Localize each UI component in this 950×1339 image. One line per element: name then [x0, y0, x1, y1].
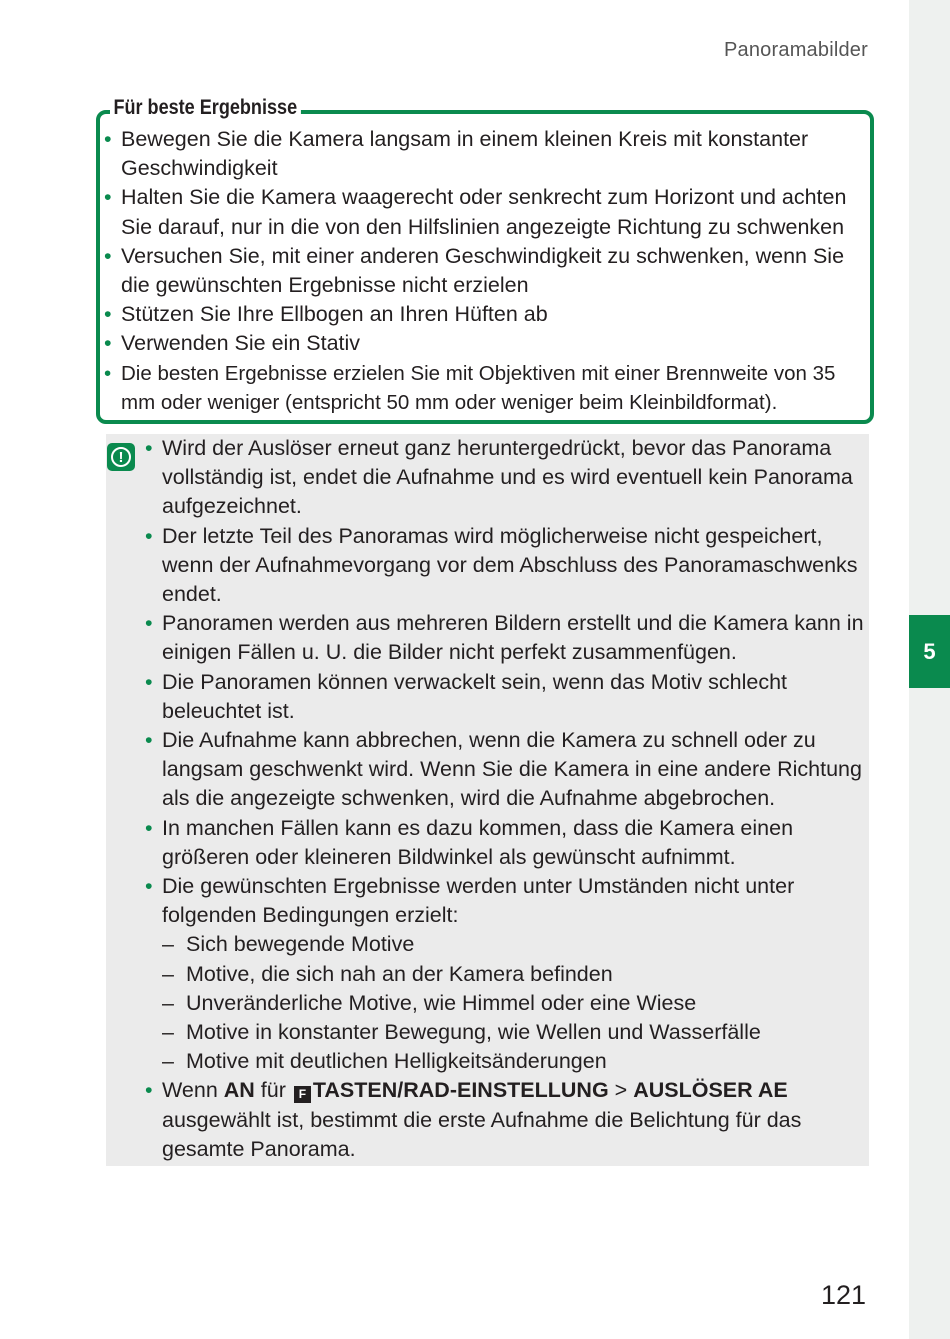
running-head: Panoramabilder [724, 39, 868, 61]
menu-separator: > [608, 1078, 634, 1103]
tip-item: • Bewegen Sie die Kamera langsam in einem kleinen Kreis mit konstanter Geschwindigkeit [104, 125, 864, 183]
condition-item: – Sich bewegende Motive [162, 930, 867, 959]
note-item: • Der letzte Teil des Panoramas wird möglicherweise nicht gespeichert, wenn der Aufnahmevorgang vor dem Abschluss des Panoramaschwenks endet. [145, 522, 867, 610]
note-item: • In manchen Fällen kann es dazu kommen, dass die Kamera einen größeren oder kleineren Bildwinkel als gewünscht aufnimmt. [145, 814, 867, 872]
chapter-tab [909, 615, 950, 688]
tip-item: • Stützen Sie Ihre Ellbogen an Ihren Hüften ab [104, 300, 864, 329]
condition-item: – Motive mit deutlichen Helligkeitsänderungen [162, 1047, 867, 1076]
condition-item: – Unveränderliche Motive, wie Himmel oder eine Wiese [162, 989, 867, 1018]
note-item: • Wird der Auslöser erneut ganz heruntergedrückt, bevor das Panorama vollständig ist, endet die Aufnahme und es wird eventuell kein Panorama aufgezeichnet. [145, 434, 867, 522]
tip-item: • Die besten Ergebnisse erzielen Sie mit Objektiven mit einer Brennweite von 35 mm oder weniger (entspricht 50 mm oder weniger beim Kleinbildformat). [104, 359, 864, 417]
condition-item: – Motive, die sich nah an der Kamera befinden [162, 960, 867, 989]
note-item-conditions [145, 872, 867, 1076]
note-list [145, 434, 867, 1164]
tip-item: • Verwenden Sie ein Stativ [104, 329, 864, 358]
page-number: 121 [820, 1280, 866, 1310]
note-item: • Die Aufnahme kann abbrechen, wenn die Kamera zu schnell oder zu langsam geschwenkt wird. Wenn Sie die Kamera in eine andere Richtung als die angezeigte schwenken, wird die Aufnahme abgebrochen. [145, 726, 867, 814]
tip-list [104, 125, 864, 417]
warning-icon [107, 443, 135, 471]
conditions-intro: Die gewünschten Ergebnisse werden unter Umständen nicht unter folgenden Bedingungen erzielt: [162, 874, 795, 928]
menu-setting: AUSLÖSER AE [633, 1078, 788, 1103]
tip-item: • Versuchen Sie, mit einer anderen Geschwindigkeit zu schwenken, wenn Sie die gewünschten Ergebnisse nicht erzielen [104, 242, 864, 300]
conditions-list [162, 930, 867, 1076]
note-item: • Panoramen werden aus mehreren Bildern erstellt und die Kamera kann in einigen Fällen u. U. die Bilder nicht perfekt zusammenfügen. [145, 609, 867, 667]
note-item-menu [145, 1076, 867, 1164]
menu-value: AN [223, 1078, 255, 1103]
chapter-number: 5 [923, 638, 936, 664]
menu-prefix: Wenn [162, 1078, 224, 1103]
menu-name: TASTEN/RAD-EINSTELLUNG [312, 1078, 609, 1103]
setup-menu-icon: F [294, 1086, 311, 1103]
condition-item: – Motive in konstanter Bewegung, wie Wellen und Wasserfälle [162, 1018, 867, 1047]
menu-suffix: ausgewählt ist, bestimmt die erste Aufnahme die Belichtung für das gesamte Panorama. [162, 1107, 802, 1161]
note-item: • Die Panoramen können verwackelt sein, wenn das Motiv schlecht beleuchtet ist. [145, 668, 867, 726]
tip-item: • Halten Sie die Kamera waagerecht oder senkrecht zum Horizont und achten Sie darauf, nur in die von den Hilfslinien angezeigte Richtung zu schwenken [104, 183, 864, 241]
tip-title: Für beste Ergebnisse [110, 96, 301, 120]
menu-middle: für [254, 1078, 292, 1103]
exclamation-icon: ! [111, 447, 131, 467]
